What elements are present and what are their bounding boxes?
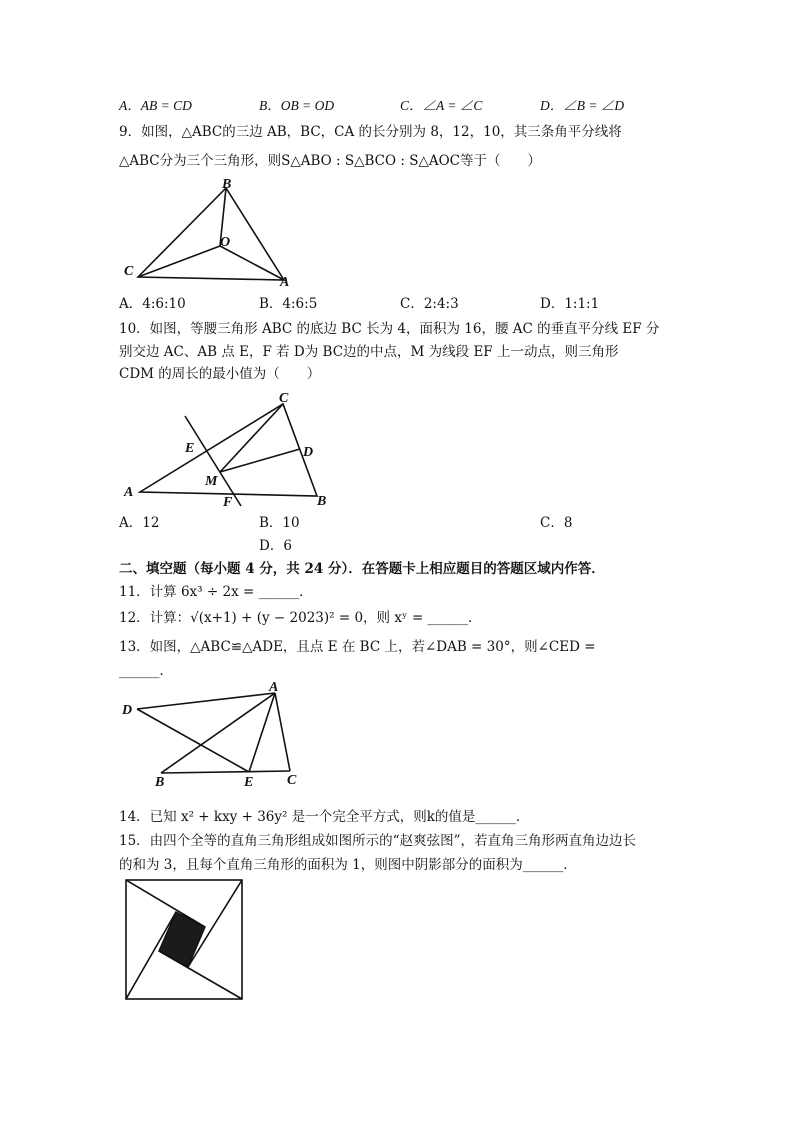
q13-label-c: C xyxy=(287,773,297,788)
q9-label-o: O xyxy=(220,235,231,250)
q13-label-b: B xyxy=(155,775,165,790)
q10-stem-line1: 10．如图，等腰三角形 ABC 的底边 BC 长为 4，面积为 16，腰 AC 的垂直平分线 EF 分 xyxy=(119,321,660,337)
q10-option-d: D．6 xyxy=(259,538,292,554)
q10-option-a: A．12 xyxy=(119,515,160,531)
q10-label-a: A xyxy=(124,485,134,500)
q8-option-b: B．OB = OD xyxy=(259,98,335,113)
q15-stem-line2: 的和为 3，且每个直角三角形的面积为 1，则图中阴影部分的面积为______． xyxy=(119,857,577,873)
q13-label-a: A xyxy=(269,680,279,695)
q11-stem: 11．计算 6x³ ÷ 2x = ______． xyxy=(119,584,313,600)
q10-label-f: F xyxy=(223,495,233,510)
q14-stem: 14．已知 x² + kxy + 36y² 是一个完全平方式，则k的值是______． xyxy=(119,809,530,825)
q10-label-d: D xyxy=(303,445,314,460)
q15-figure-zhaoshuang-diagram xyxy=(118,872,253,1008)
q10-stem-line2: 别交边 AC、AB 点 E，F 若 D为 BC边的中点，M 为线段 EF 上一动点，则三角形 xyxy=(119,344,619,360)
q9-option-a: A．4:6:10 xyxy=(119,296,186,312)
q10-label-b: B xyxy=(317,494,327,509)
q9-label-c: C xyxy=(124,264,134,279)
q13-figure-triangles xyxy=(115,678,315,790)
q10-figure-triangle xyxy=(115,386,340,510)
q9-option-d: D．1:1:1 xyxy=(540,296,600,312)
q13-stem-line1: 13．如图，△ABC≌△ADE，且点 E 在 BC 上，若∠DAB = 30°，则∠CED = xyxy=(119,639,596,655)
q15-stem-line1: 15．由四个全等的直角三角形组成如图所示的“赵爽弦图”，若直角三角形两直角边边长 xyxy=(119,833,636,849)
q10-label-c: C xyxy=(279,391,289,406)
q9-label-b: B xyxy=(222,177,232,192)
q10-label-e: E xyxy=(185,441,195,456)
q9-stem-line2: △ABC分为三个三角形，则S△ABO : S△BCO : S△AOC等于（ ） xyxy=(119,153,541,169)
q10-option-c: C．8 xyxy=(540,515,573,531)
q13-stem-line2: ______． xyxy=(119,663,173,679)
q9-option-c: C．2:4:3 xyxy=(400,296,459,312)
q10-option-b: B．10 xyxy=(259,515,300,531)
q9-label-a: A xyxy=(280,275,290,288)
q8-option-d: D．∠B = ∠D xyxy=(540,98,625,113)
q10-label-m: M xyxy=(205,474,218,489)
q9-option-b: B．4:6:5 xyxy=(259,296,318,312)
q13-label-e: E xyxy=(244,775,254,790)
q10-stem-line3: CDM 的周长的最小值为（ ） xyxy=(119,366,321,382)
q9-stem-line1: 9．如图，△ABC的三边 AB，BC，CA 的长分别为 8，12，10，其三条角平分线将 xyxy=(119,124,622,140)
q9-figure-triangle xyxy=(110,176,310,288)
q13-label-d: D xyxy=(122,703,133,718)
q8-option-c: C．∠A = ∠C xyxy=(400,98,483,113)
q12-stem: 12．计算：√(x+1) + (y − 2023)² = 0，则 xʸ = ______． xyxy=(119,610,482,626)
section-2-heading: 二、填空题（每小题 4 分，共 24 分）．在答题卡上相应题目的答题区域内作答． xyxy=(119,561,605,577)
q8-option-a: A．AB = CD xyxy=(119,98,192,113)
